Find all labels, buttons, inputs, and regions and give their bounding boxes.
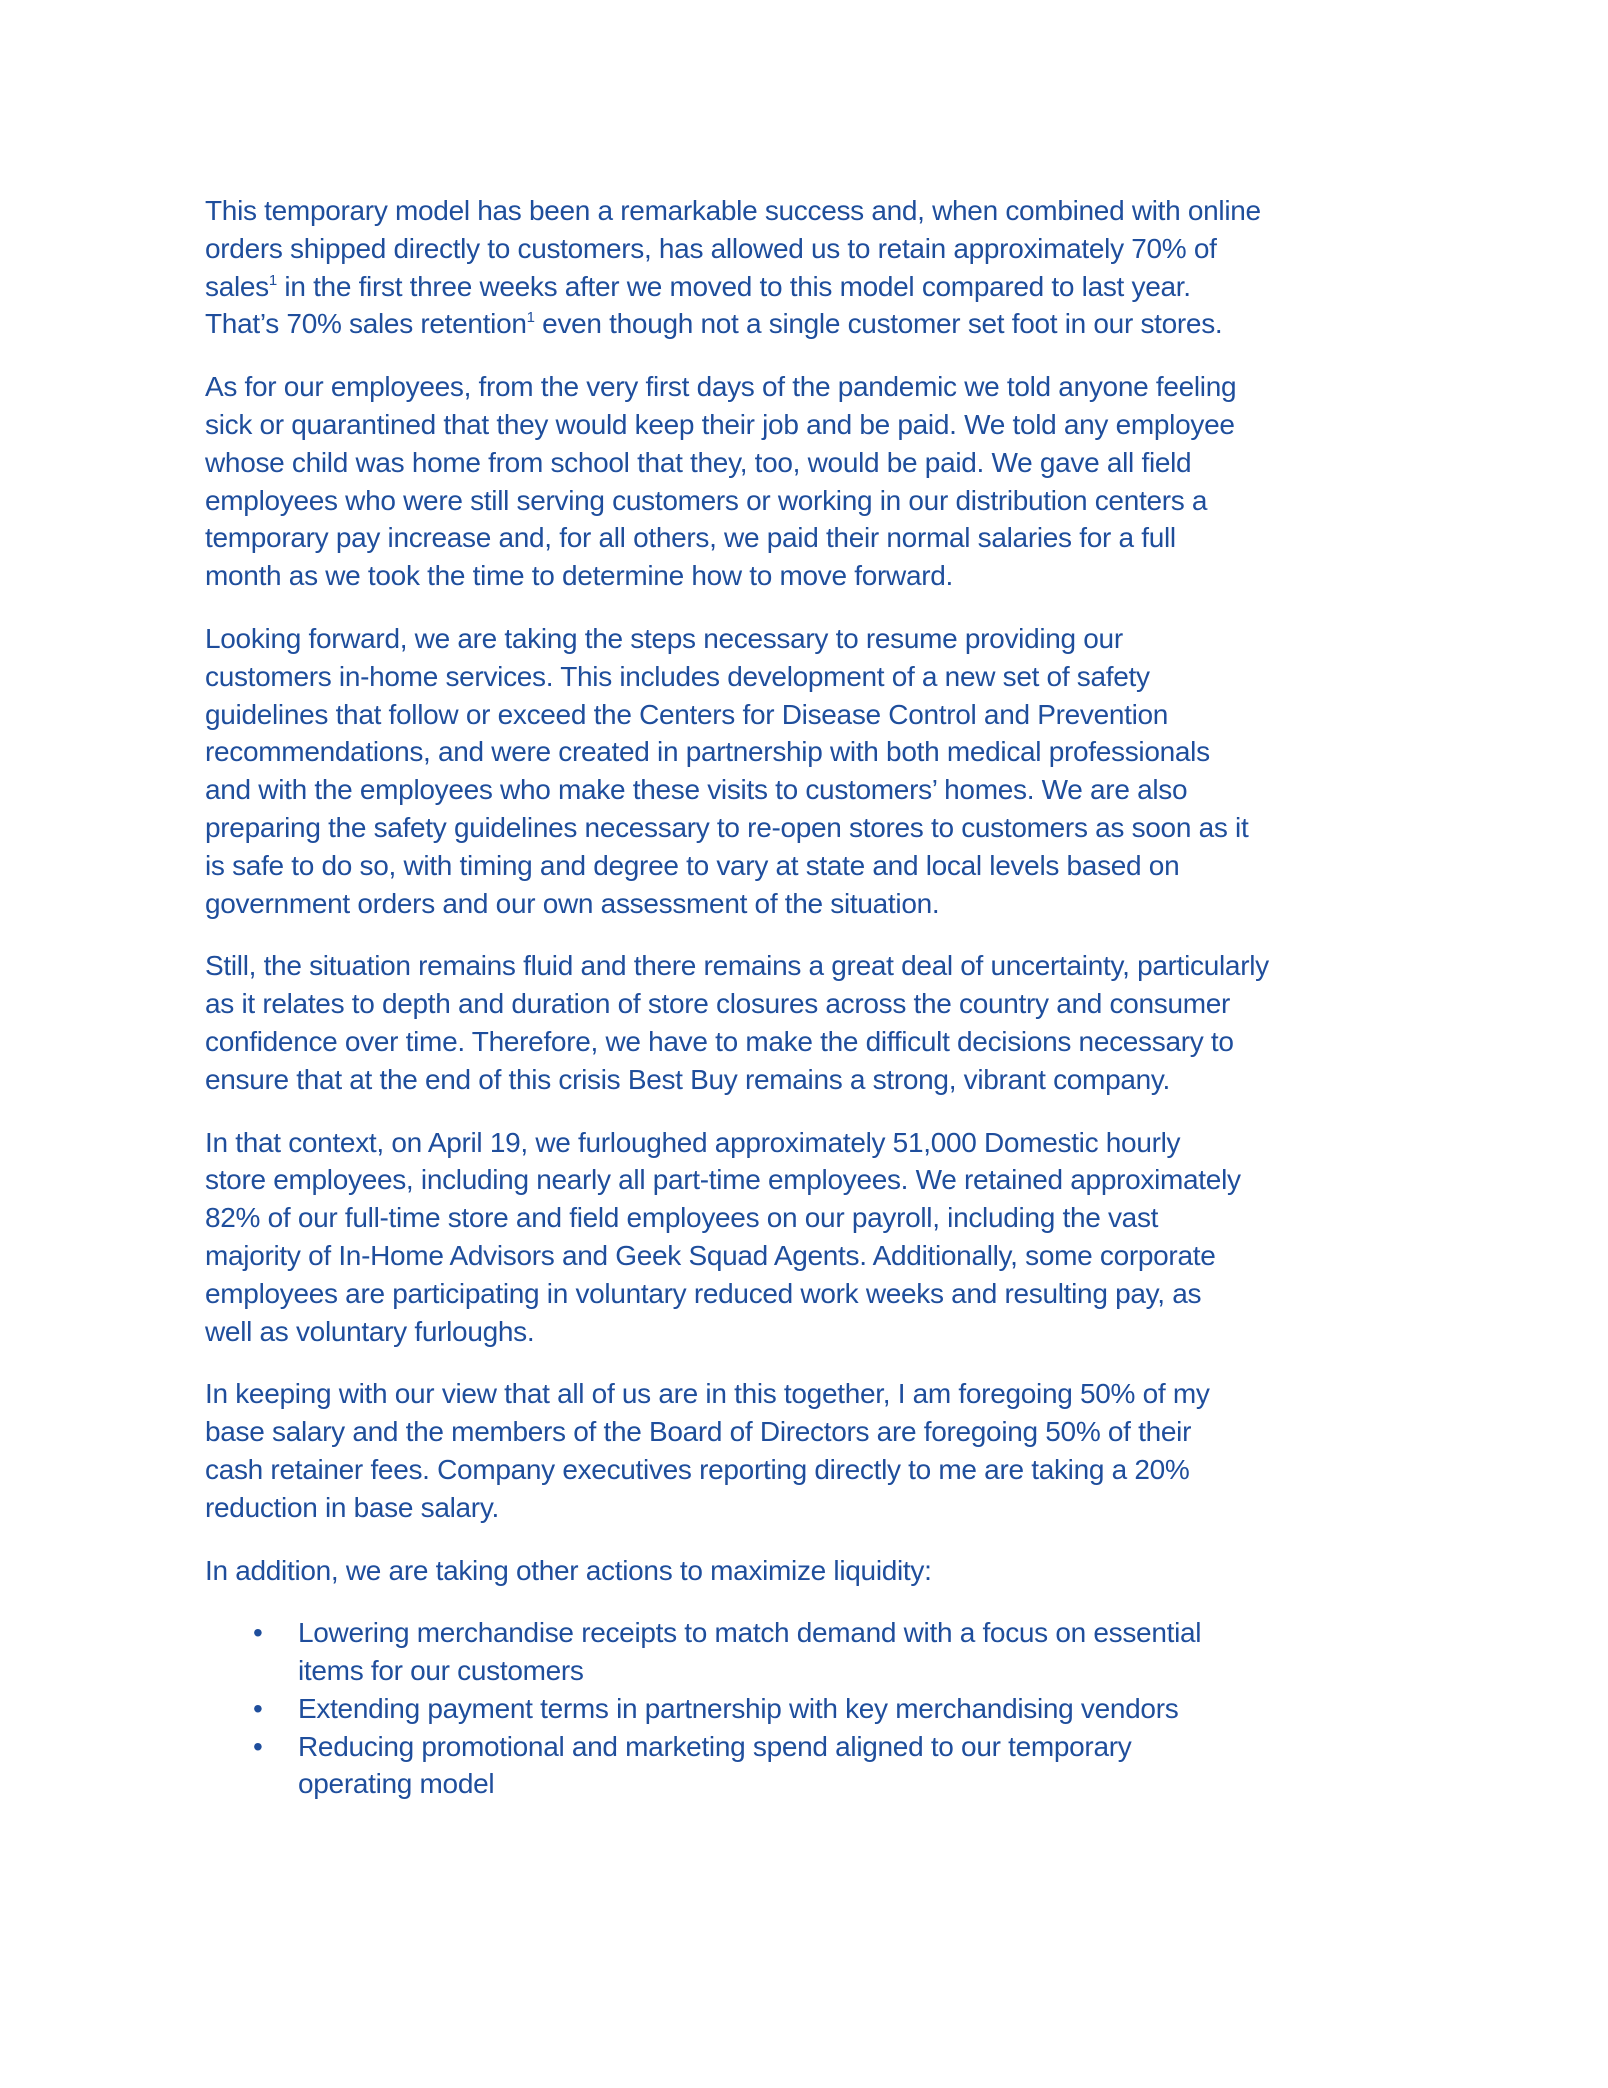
text-line: Reducing promotional and marketing spend aligned to our temporary [298, 1730, 1132, 1762]
text-line: reduction in base salary. [205, 1491, 499, 1523]
text-line: customers in-home services. This includes development of a new set of safety [205, 660, 1150, 692]
text-line: operating model [298, 1768, 495, 1800]
paragraph [205, 1375, 1405, 1526]
text-line: ensure that at the end of this crisis Best Buy remains a strong, vibrant company. [205, 1063, 1170, 1095]
text-segment: That’s 70% sales retention [205, 308, 527, 340]
text-line: recommendations, and were created in partnership with both medical professionals [205, 736, 1210, 768]
bullet-icon: • [253, 1730, 263, 1762]
text-line: Extending payment terms in partnership with key merchandising vendors [298, 1692, 1179, 1724]
bullet-icon: • [253, 1692, 263, 1724]
text-line: orders shipped directly to customers, has allowed us to retain approximately 70% of [205, 232, 1217, 264]
text-line: In addition, we are taking other actions to maximize liquidity: [205, 1554, 932, 1586]
text-line: cash retainer fees. Company executives reporting directly to me are taking a 20% [205, 1453, 1190, 1485]
text-line: temporary pay increase and, for all others, we paid their normal salaries for a full [205, 522, 1176, 554]
text-line: majority of In-Home Advisors and Geek Squad Agents. Additionally, some corporate [205, 1239, 1216, 1271]
list-item [205, 1614, 1405, 1690]
text-line: In that context, on April 19, we furloughed approximately 51,000 Domestic hourly [205, 1126, 1181, 1158]
text-line: base salary and the members of the Board of Directors are foregoing 50% of their [205, 1416, 1192, 1448]
footnote-marker: 1 [268, 271, 277, 289]
text-line: This temporary model has been a remarkable success and, when combined with online [205, 195, 1261, 226]
text-line [205, 305, 1405, 343]
text-line: and with the employees who make these visits to customers’ homes. We are also [205, 774, 1188, 806]
text-line: month as we took the time to determine how to move forward. [205, 560, 953, 592]
text-line: is safe to do so, with timing and degree to vary at state and local levels based on [205, 849, 1180, 881]
bullet-list [205, 1614, 1405, 1803]
document-body [205, 192, 1405, 1803]
text-line: store employees, including nearly all part-time employees. We retained approximately [205, 1164, 1241, 1196]
paragraph [205, 947, 1405, 1098]
text-line: well as voluntary furloughs. [205, 1315, 535, 1347]
text-line: items for our customers [298, 1655, 584, 1687]
list-item [205, 1690, 1405, 1728]
text-segment: sales [205, 270, 269, 302]
footnote-marker: 1 [526, 309, 535, 327]
text-line: 82% of our full-time store and field employees on our payroll, including the vast [205, 1202, 1159, 1234]
paragraph [205, 620, 1405, 922]
text-line: sick or quarantined that they would keep their job and be paid. We told any employee [205, 408, 1235, 440]
text-line: As for our employees, from the very first days of the pandemic we told anyone feeling [205, 371, 1237, 403]
text-line [205, 268, 1405, 306]
paragraph [205, 1124, 1405, 1351]
text-line: government orders and our own assessment of the situation. [205, 887, 940, 919]
text-line: preparing the safety guidelines necessary to re-open stores to customers as soon as it [205, 811, 1249, 843]
text-line: Lowering merchandise receipts to match demand with a focus on essential [298, 1617, 1202, 1649]
paragraph [205, 368, 1405, 595]
text-line: employees who were still serving customers or working in our distribution centers a [205, 484, 1208, 516]
paragraph [205, 192, 1405, 343]
text-segment: even though not a single customer set foot in our stores. [534, 308, 1223, 340]
text-line: guidelines that follow or exceed the Centers for Disease Control and Prevention [205, 698, 1169, 730]
list-item [205, 1728, 1405, 1804]
text-line: In keeping with our view that all of us are in this together, I am foregoing 50% of my [205, 1378, 1210, 1410]
text-line: Still, the situation remains fluid and there remains a great deal of uncertainty, particularly [205, 950, 1269, 982]
text-line: confidence over time. Therefore, we have to make the difficult decisions necessary to [205, 1025, 1234, 1057]
text-line: whose child was home from school that they, too, would be paid. We gave all field [205, 446, 1192, 478]
paragraph [205, 1552, 1405, 1590]
bullet-icon: • [253, 1617, 263, 1649]
text-segment: in the first three weeks after we moved to this model compared to last year. [276, 270, 1191, 302]
text-line: as it relates to depth and duration of store closures across the country and consumer [205, 988, 1231, 1020]
text-line: employees are participating in voluntary reduced work weeks and resulting pay, as [205, 1277, 1202, 1309]
text-line: Looking forward, we are taking the steps necessary to resume providing our [205, 622, 1123, 654]
